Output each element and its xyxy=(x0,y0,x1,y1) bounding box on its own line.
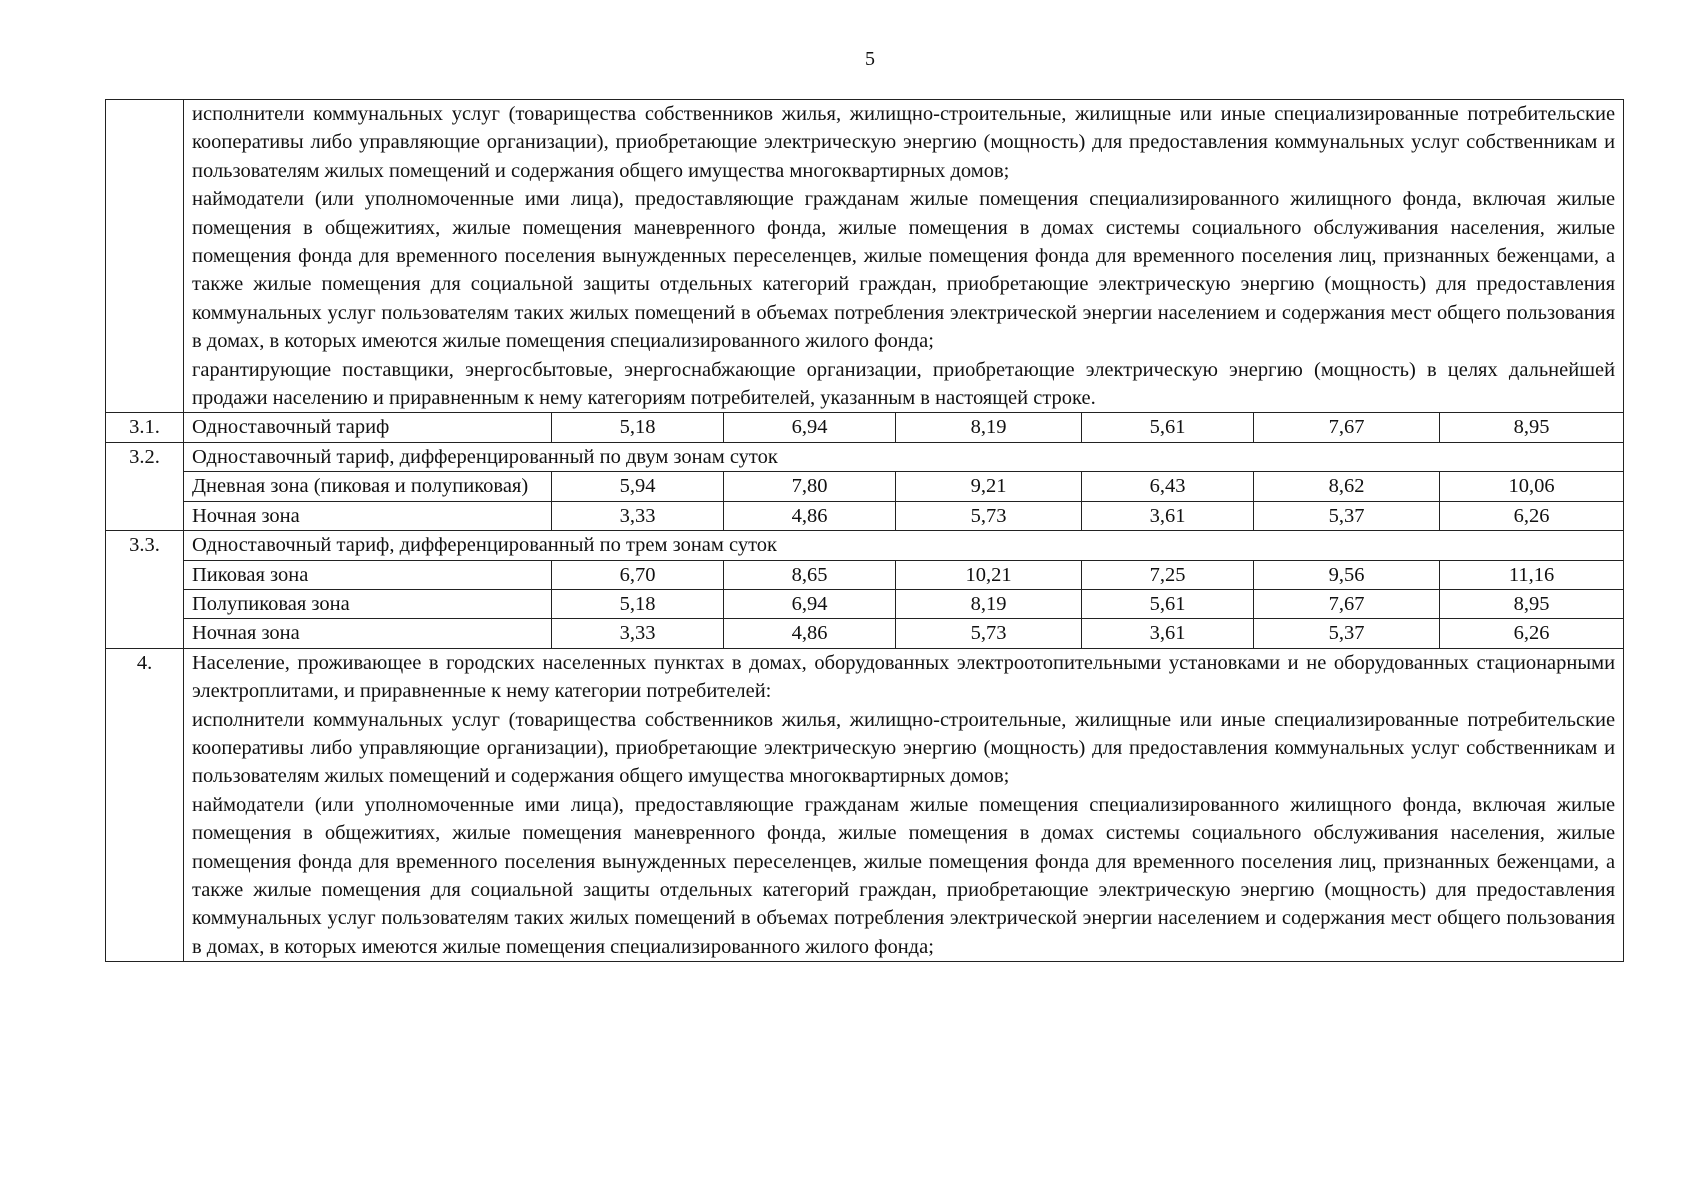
tariff-section-title: Одноставочный тариф, дифференцированный по двум зонам суток xyxy=(184,442,1624,471)
zone-label: Пиковая зона xyxy=(184,560,552,589)
tariff-section-title: Одноставочный тариф, дифференцированный по трем зонам суток xyxy=(184,531,1624,560)
tariff-value: 4,86 xyxy=(724,501,896,530)
tariff-value: 5,73 xyxy=(896,501,1082,530)
tariff-value: 8,95 xyxy=(1440,589,1624,618)
row-4-description xyxy=(184,648,1624,961)
tariff-value: 8,19 xyxy=(896,589,1082,618)
paragraph: наймодатели (или уполномоченные ими лица), предоставляющие гражданам жилые помещения специализированного жилищного фонда, включая жилые помещения в общежитиях, жилые помещения маневренного фонда, жилые помещения в домах системы социального обслуживания населения, жилые помещения фонда для временного поселения вынужденных переселенцев, жилые помещения фонда для временного поселения лиц, признанных беженцами, а также жилые помещения для социальной защиты отдельных категорий граждан, приобретающие электрическую энергию (мощность) для предоставления коммунальных услуг пользователям таких жилых помещений в объемах потребления электрической энергии населением и содержания мест общего пользования в домах, в которых имеются жилые помещения специализированного жилого фонда; xyxy=(192,188,1616,353)
tariff-value: 8,19 xyxy=(896,413,1082,442)
paragraph: гарантирующие поставщики, энергосбытовые, энергоснабжающие организации, приобретающие электрическую энергию (мощность) в целях дальнейшей продажи населению и приравненным к нему категориям потребителей, указанным в настоящей строке. xyxy=(192,358,1616,410)
row-number: 4. xyxy=(106,648,184,961)
zone-label: Дневная зона (пиковая и полупиковая) xyxy=(184,472,552,501)
tariff-row-3-3 xyxy=(106,531,1624,560)
tariff-value: 4,86 xyxy=(724,619,896,648)
tariff-value: 5,18 xyxy=(552,589,724,618)
zone-row xyxy=(106,560,1624,589)
paragraph: наймодатели (или уполномоченные ими лица), предоставляющие гражданам жилые помещения специализированного жилищного фонда, включая жилые помещения в общежитиях, жилые помещения маневренного фонда, жилые помещения в домах системы социального обслуживания населения, жилые помещения фонда для временного поселения вынужденных переселенцев, жилые помещения фонда для временного поселения лиц, признанных беженцами, а также жилые помещения для социальной защиты отдельных категорий граждан, приобретающие электрическую энергию (мощность) для предоставления коммунальных услуг пользователям таких жилых помещений в объемах потребления электрической энергии населением и содержания мест общего пользования в домах, в которых имеются жилые помещения специализированного жилого фонда; xyxy=(192,793,1616,958)
tariff-value: 7,67 xyxy=(1254,589,1440,618)
tariff-value: 7,67 xyxy=(1254,413,1440,442)
tariff-value: 7,80 xyxy=(724,472,896,501)
tariff-value: 6,94 xyxy=(724,589,896,618)
zone-row xyxy=(106,501,1624,530)
row-number: 3.1. xyxy=(106,413,184,442)
continuation-description xyxy=(184,100,1624,413)
tariff-value: 6,70 xyxy=(552,560,724,589)
tariff-value: 5,18 xyxy=(552,413,724,442)
tariff-value: 6,94 xyxy=(724,413,896,442)
paragraph: исполнители коммунальных услуг (товарищества собственников жилья, жилищно-строительные, жилищные или иные специализированные потребительские кооперативы либо управляющие организации), приобретающие электрическую энергию (мощность) для предоставления коммунальных услуг собственникам и пользователям жилых помещений и содержания общего имущества многоквартирных домов; xyxy=(192,708,1616,788)
tariff-value: 5,94 xyxy=(552,472,724,501)
tariff-value: 3,61 xyxy=(1082,619,1254,648)
tariff-value: 5,61 xyxy=(1082,589,1254,618)
row-number: 3.2. xyxy=(106,442,184,530)
paragraph: исполнители коммунальных услуг (товарищества собственников жилья, жилищно-строительные, жилищные или иные специализированные потребительские кооперативы либо управляющие организации), приобретающие электрическую энергию (мощность) для предоставления коммунальных услуг собственникам и пользователям жилых помещений и содержания общего имущества многоквартирных домов; xyxy=(192,103,1616,182)
row-number-cell xyxy=(106,100,184,413)
tariff-value: 9,21 xyxy=(896,472,1082,501)
tariff-value: 5,73 xyxy=(896,619,1082,648)
tariff-value: 10,21 xyxy=(896,560,1082,589)
tariff-label: Одноставочный тариф xyxy=(184,413,552,442)
zone-label: Ночная зона xyxy=(184,619,552,648)
zone-row xyxy=(106,619,1624,648)
tariff-row-3-1 xyxy=(106,413,1624,442)
tariff-value: 5,37 xyxy=(1254,619,1440,648)
row-number: 3.3. xyxy=(106,531,184,649)
zone-row xyxy=(106,472,1624,501)
tariff-value: 7,25 xyxy=(1082,560,1254,589)
zone-label: Ночная зона xyxy=(184,501,552,530)
tariff-value: 6,26 xyxy=(1440,501,1624,530)
tariff-value: 8,95 xyxy=(1440,413,1624,442)
tariff-value: 6,26 xyxy=(1440,619,1624,648)
tariff-value: 8,62 xyxy=(1254,472,1440,501)
tariff-value: 10,06 xyxy=(1440,472,1624,501)
paragraph: Население, проживающее в городских населенных пунктах в домах, оборудованных электроотопительными установками и не оборудованных стационарными электроплитами, и приравненные к нему категории потребителей: xyxy=(192,651,1616,703)
zone-label: Полупиковая зона xyxy=(184,589,552,618)
tariff-row-3-2 xyxy=(106,442,1624,471)
page-number: 5 xyxy=(865,48,875,70)
tariff-value: 3,33 xyxy=(552,619,724,648)
tariff-value: 8,65 xyxy=(724,560,896,589)
tariff-value: 5,61 xyxy=(1082,413,1254,442)
continuation-row xyxy=(106,100,1624,413)
tariff-value: 9,56 xyxy=(1254,560,1440,589)
tariff-value: 3,61 xyxy=(1082,501,1254,530)
tariff-value: 5,37 xyxy=(1254,501,1440,530)
tariff-value: 11,16 xyxy=(1440,560,1624,589)
tariff-row-4 xyxy=(106,648,1624,961)
tariff-value: 3,33 xyxy=(552,501,724,530)
tariff-value: 6,43 xyxy=(1082,472,1254,501)
tariff-table xyxy=(105,99,1624,962)
zone-row xyxy=(106,589,1624,618)
